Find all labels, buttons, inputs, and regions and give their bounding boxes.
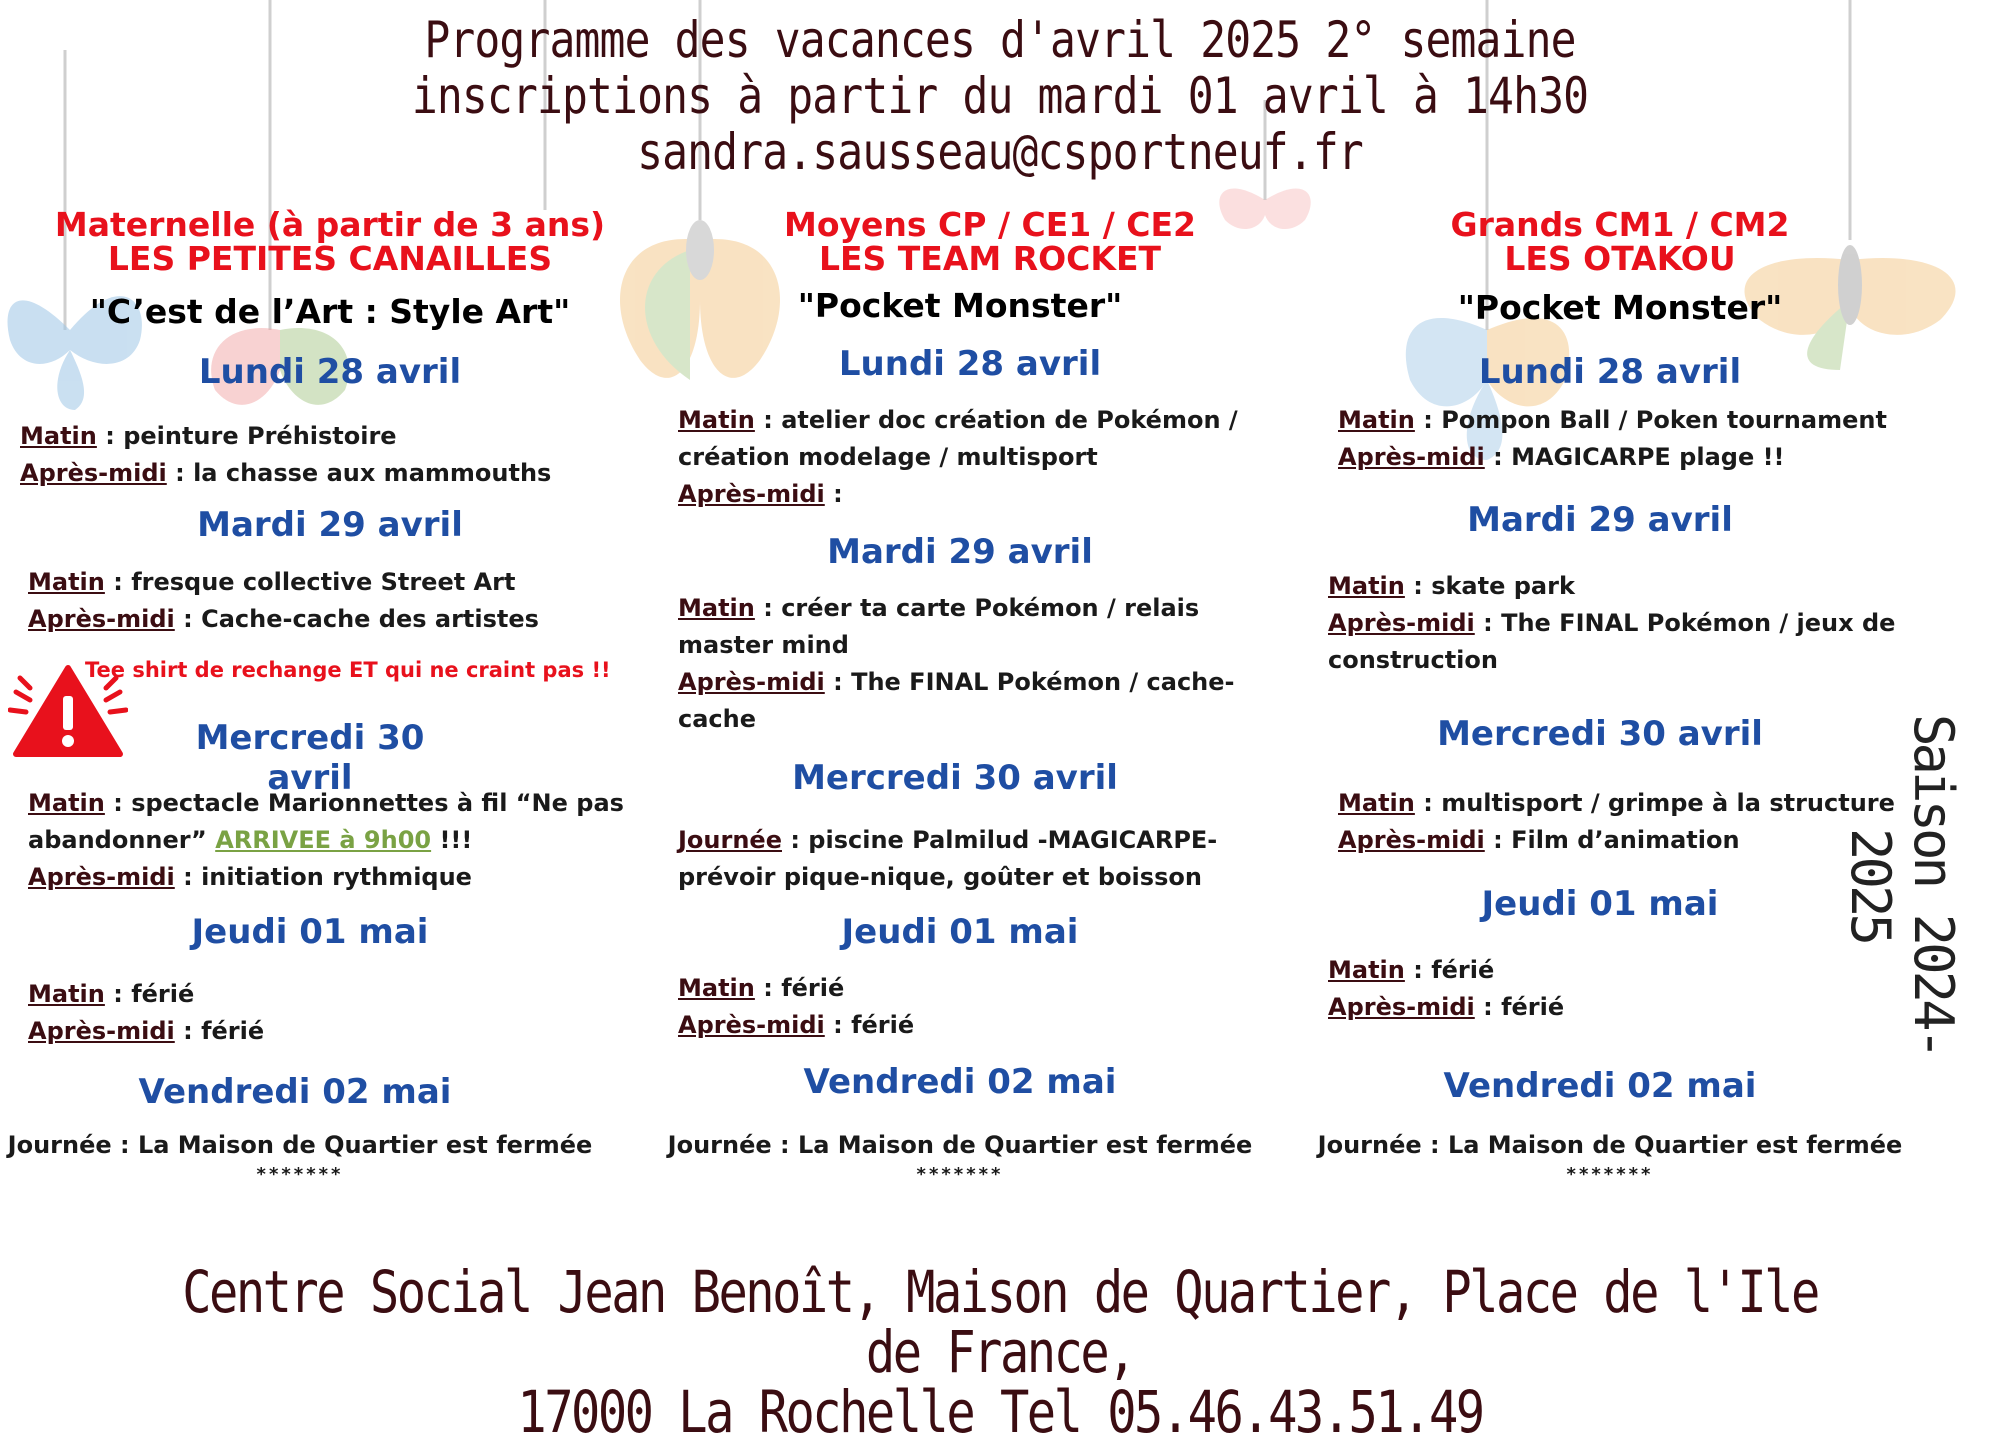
header-line-2: inscriptions à partir du mardi 01 avril à 14h30 <box>411 67 1589 125</box>
activity-block: Matin : fresque collective Street Art Après-midi : Cache-cache des artistes <box>28 568 539 633</box>
column-group-name: LES OTAKOU <box>1504 239 1736 278</box>
column-group-name: LES TEAM ROCKET <box>818 239 1162 278</box>
activity-block: Matin : skate park Après-midi : The FINAL Pokémon / jeux de construction <box>1328 572 1896 674</box>
activity-block: Journée : piscine Palmilud -MAGICARPE- prévoir pique-nique, goûter et boisson <box>678 826 1218 891</box>
day-heading: Jeudi 01 mai <box>1481 884 1719 924</box>
activity-block: Matin : férié Après-midi : férié <box>1328 956 1565 1021</box>
day-heading: Vendredi 02 mai <box>803 1062 1117 1102</box>
warning-text: Tee shirt de rechange ET qui ne craint pas !! <box>85 658 611 682</box>
day-heading: Mercredi 30 avril <box>792 758 1118 798</box>
column-title: Grands CM1 / CM2 <box>1450 205 1790 244</box>
column-title: Moyens CP / CE1 / CE2 <box>784 205 1196 244</box>
day-heading: Mercredi 30 avril <box>195 718 425 798</box>
activity-block: Journée : La Maison de Quartier est fermée ******* <box>667 1131 1253 1185</box>
header-email: sandra.sausseau@csportneuf.fr <box>637 123 1363 181</box>
header-line-1: Programme des vacances d'avril 2025 2° semaine <box>424 11 1576 69</box>
day-heading: Lundi 28 avril <box>1478 352 1742 392</box>
column-theme: "Pocket Monster" <box>1457 288 1783 327</box>
activity-block: Journée : La Maison de Quartier est fermée ******* <box>7 1131 593 1185</box>
day-heading: Mercredi 30 avril <box>1437 714 1763 754</box>
column-maternelle <box>0 200 660 1200</box>
season-label: Saison 2024-2025 <box>1839 713 1965 1057</box>
column-grands <box>1310 200 1930 1200</box>
activity-block: Matin : spectacle Marionnettes à fil “Ne pas abandonner” ARRIVEE à 9h00 !!! Après-midi : initiation rythmique <box>28 789 624 891</box>
day-heading: Vendredi 02 mai <box>138 1072 452 1112</box>
page-footer <box>160 1258 1840 1446</box>
activity-block: Matin : créer ta carte Pokémon / relais master mind Après-midi : The FINAL Pokémon / cache- cache <box>678 594 1235 733</box>
day-heading: Mardi 29 avril <box>1467 500 1733 540</box>
activity-block: Matin : multisport / grimpe à la structure Après-midi : Film d’animation <box>1338 789 1895 854</box>
footer-address: Centre Social Jean Benoît, Maison de Quartier, Place de l'Ile de France, <box>182 1258 1818 1386</box>
day-heading: Mardi 29 avril <box>827 532 1093 572</box>
day-heading: Lundi 28 avril <box>198 352 462 392</box>
day-heading: Jeudi 01 mai <box>191 912 429 952</box>
day-heading: Mardi 29 avril <box>197 505 463 545</box>
activity-block: Matin : atelier doc création de Pokémon / création modelage / multisport Après-midi : <box>678 406 1238 508</box>
column-theme: "C’est de l’Art : Style Art" <box>89 292 571 331</box>
footer-city-phone: 17000 La Rochelle Tel 05.46.43.51.49 <box>517 1378 1483 1446</box>
column-theme: "Pocket Monster" <box>797 286 1123 325</box>
day-heading: Vendredi 02 mai <box>1443 1066 1757 1106</box>
column-moyens <box>660 200 1320 1200</box>
activity-block: Journée : La Maison de Quartier est fermée ******* <box>1317 1131 1903 1185</box>
column-title: Maternelle (à partir de 3 ans) <box>54 205 606 244</box>
activity-block: Matin : Pompon Ball / Poken tournament Après-midi : MAGICARPE plage !! <box>1338 406 1887 471</box>
column-group-name: LES PETITES CANAILLES <box>107 239 553 278</box>
day-heading: Lundi 28 avril <box>838 344 1102 384</box>
activity-block: Matin : férié Après-midi : férié <box>678 974 915 1039</box>
page-header <box>140 12 1860 180</box>
activity-block: Matin : férié Après-midi : férié <box>28 980 265 1045</box>
day-heading: Jeudi 01 mai <box>841 912 1079 952</box>
activity-block: Matin : peinture Préhistoire Après-midi : la chasse aux mammouths <box>20 422 552 487</box>
